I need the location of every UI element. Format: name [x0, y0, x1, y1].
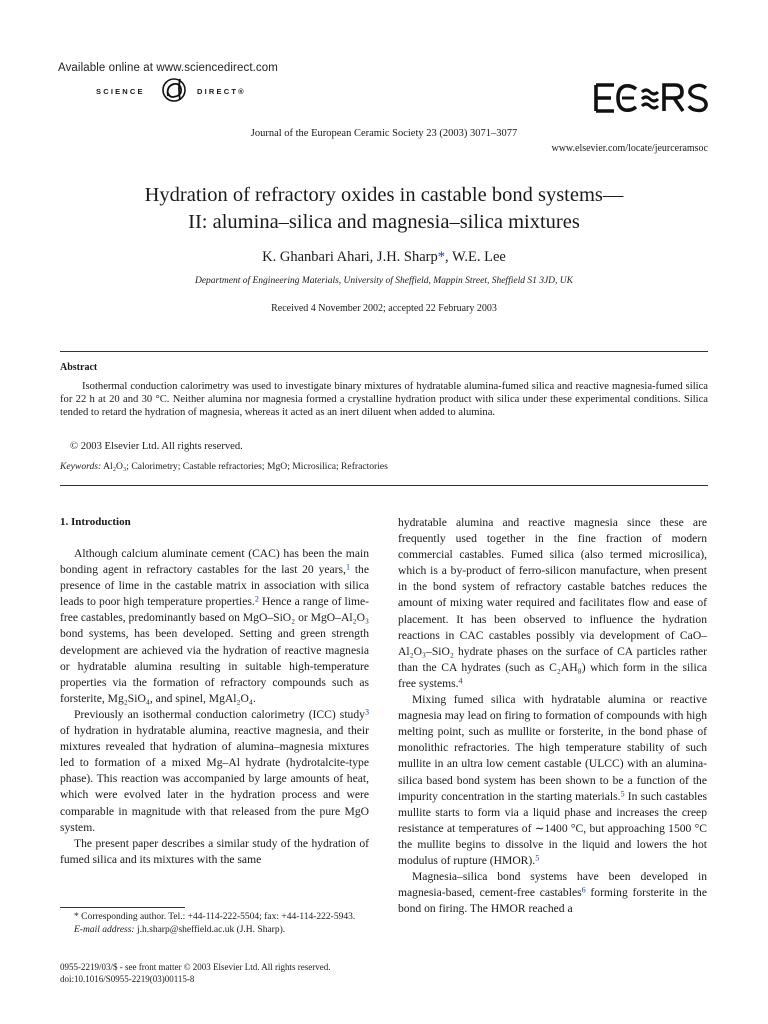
author-email-link[interactable]: j.h.sharp@sheffield.ac.uk (J.H. Sharp). — [134, 925, 286, 935]
sciencedirect-logo-science: SCIENCE — [96, 87, 145, 96]
sciencedirect-logo — [96, 80, 276, 104]
authors-text: K. Ghanbari Ahari, J.H. Sharp — [262, 249, 438, 265]
reference-6[interactable]: 6 — [581, 885, 586, 895]
reference-5-repeat[interactable]: 5 — [535, 853, 540, 863]
footnote-email: E-mail address: j.h.sharp@sheffield.ac.uk (J.H. Sharp). — [74, 925, 286, 935]
intro-paragraph-2: Previously an isothermal conduction calorimetry (ICC) study$^3$ of hydration in hydratable alumina, reactive magnesia, and their mixtures revealed that hydration of alumina–magnesia mixtures led to formation of a mixed Mg–Al hydrate (hydrotalcite-type phase). This reaction was accompanied by large amounts of heat, which were evolved later in the hydration process and were comparable in magnitude with that released from the pure MgO system. — [60, 707, 369, 834]
received-dates: Received 4 November 2002; accepted 22 February 2003 — [271, 303, 497, 314]
article-title — [60, 182, 708, 236]
footnote-contact: * Corresponding author. Tel.: +44-114-222-5504; fax: +44-114-222-5943. — [74, 912, 356, 922]
affiliation: Department of Engineering Materials, University of Sheffield, Mappin Street, Sheffield S1 3JD, UK — [194, 276, 573, 286]
reference-2[interactable]: 2 — [254, 594, 259, 604]
authors-text-tail: , W.E. Lee — [445, 249, 506, 265]
intro-paragraph-4: Mixing fumed silica with hydratable alumina or reactive magnesia may lead on firing to formation of compounds with high melting point, such as mullite or forsterite, in the bond phase of monolithic refractories. The high temperature stability of such mullite in an ultra low cement castable (ULCC) with an alumina-silica based bond system has been shown to be a function of the impurity concentration in the starting materials.$^5$ In such castables mullite starts to form via a liquid phase and increases the creep resistance at temperatures of ∼1400 °C, but approaching 1500 °C the mullite begins to dissolve in the liquid and lowers the hot modulus of rupture (HMOR).$^5$ — [398, 693, 707, 867]
footnote-rule — [60, 907, 185, 908]
intro-paragraph-1: Although calcium aluminate cement (CAC) has been the main bonding agent in refractory castables for the last 20 years,$^1$ the presence of lime in the castable matrix in association with silica leads to poor high temperature properties.$^2$ Hence a range of lime-free castables, predominantly based on MgO–SiO₂ or MgO–Al₂O₃ bond systems, has been developed. Setting and green strength development are achieved via the hydration of reactive magnesia or hydratable alumina resulting in suitable high-temperature properties via the formation of refractory compounds such as forsterite, Mg₂SiO₄, and spinel, MgAl₂O₄. — [60, 547, 369, 705]
title-line-1: Hydration of refractory oxides in castable bond systems— — [144, 184, 624, 206]
abstract-top-rule — [60, 351, 708, 352]
sciencedirect-logo-direct: DIRECT® — [197, 87, 246, 96]
ecers-logo-text: ECRS — [594, 83, 597, 84]
abstract-heading: Abstract — [60, 362, 98, 373]
keywords-label: Keywords: — [60, 461, 102, 472]
keywords-list: Al₂O₃; Calorimetry; Castable refractories; MgO; Microsilica; Refractories — [103, 461, 388, 472]
corresponding-author-footnote — [60, 911, 369, 937]
right-column — [398, 515, 707, 917]
section-heading-introduction: 1. Introduction — [60, 516, 131, 528]
issn-line: 0955-2219/03/$ - see front matter © 2003 Elsevier Ltd. All rights reserved. — [60, 962, 331, 972]
keywords — [60, 461, 388, 472]
reference-3[interactable]: 3 — [364, 707, 369, 717]
front-matter-info — [60, 961, 331, 985]
author-list — [60, 249, 708, 266]
intro-paragraph-3: The present paper describes a similar study of the hydration of fumed silica and its mixtures with the same — [60, 836, 369, 866]
abstract-copyright: © 2003 Elsevier Ltd. All rights reserved. — [70, 441, 243, 452]
intro-paragraph-5: Magnesia–silica bond systems have been developed in magnesia-based, cement-free castables$^6$ forming forsterite in the bond on firing. The HMOR reached a — [398, 870, 707, 916]
journal-citation: Journal of the European Ceramic Society 23 (2003) 3071–3077 — [250, 128, 518, 139]
left-column — [60, 546, 369, 868]
corresponding-author-marker[interactable]: * — [437, 249, 446, 265]
reference-4[interactable]: 4 — [458, 676, 463, 686]
sciencedirect-d-mark-icon — [154, 76, 194, 104]
title-line-2: II: alumina–silica and magnesia–silica mixtures — [188, 211, 580, 233]
intro-paragraph-3-continued: hydratable alumina and reactive magnesia since these are frequently used together in the fine fraction of modern commercial castables. Fumed silica (also termed microsilica), which is a by-product of ferro-silicon manufacture, when present in the bond system of refractory castable batches reduces the amount of mixing water required and facilitates flow and ease of placement. It has been observed to influence the hydration reactions in CAC castables possibly via development of CaO–Al₂O₃–SiO₂ hydrate phases on the surface of CA particles rather than the CA hydrates (such as C₂AH₈) which form in the silica free systems.$^4$ — [398, 516, 707, 690]
abstract-body: Isothermal conduction calorimetry was used to investigate binary mixtures of hydratable alumina-fumed silica and reactive magnesia-fumed silica for 22 h at 20 and 30 °C. Neither alumina nor magnesia formed a crystalline hydration product with silica under these experimental conditions. Silica tended to retard the hydration of magnesia, whereas it acted as an inert diluent when added to alumina. — [60, 381, 708, 419]
sciencedirect-availability-line: Available online at www.sciencedirect.com — [58, 62, 278, 74]
journal-homepage-link[interactable]: www.elsevier.com/locate/jeurceramsoc — [551, 143, 708, 154]
abstract-bottom-rule — [60, 485, 708, 486]
reference-1[interactable]: 1 — [345, 562, 350, 572]
ecers-publisher-logo — [594, 83, 724, 113]
doi-line[interactable]: doi:10.1016/S0955-2219(03)00115-8 — [60, 974, 195, 984]
reference-5[interactable]: 5 — [620, 788, 625, 798]
